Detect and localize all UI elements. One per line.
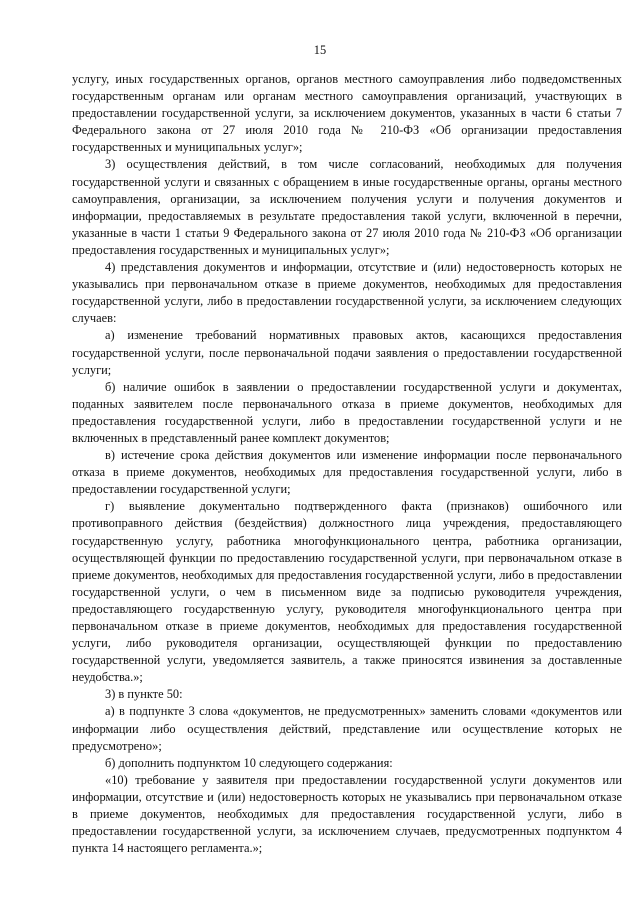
paragraph-amendment-b: б) дополнить подпунктом 10 следующего содержания: — [105, 755, 393, 770]
document-body — [72, 71, 622, 857]
paragraph-subitem-g: г) выявление документально подтвержденного факта (признаков) ошибочного или противоправного действия (бездействия) должностного лица учреждения, предоставляющего государственную услугу, работника многофункционального центра, работника организации, осуществляющей функции по предоставлению государственной услуги, при первоначальном отказе в приеме документов, необходимых для предоставления государственной услуги, либо в предоставлении государственной услуги, о чем в письменном виде за подписью руководителя учреждения, предоставляющего государственную услугу, руководителя многофункционального центра при первоначальном отказе в приеме документов, необходимых для предоставления государственной услуги, либо руководителя организации, осуществляющей функции по предоставлению государственной услуги, уведомляется заявитель, а также приносятся извинения за доставленные неудобства.»; — [72, 499, 622, 685]
paragraph-amendment-a: а) в подпункте 3 слова «документов, не предусмотренных» заменить словами «документов или информации либо осуществления действий, представление или осуществление которых не предусмотрено»; — [72, 704, 622, 753]
paragraph-amendment-3: 3) в пункте 50: — [105, 687, 183, 702]
paragraph-item-4: 4) представления документов и информации, отсутствие и (или) недостоверность которых не указывались при первоначальном отказе в приеме документов, необходимых для предоставления государственной услуги, либо в предоставлении государственной услуги, за исключением следующих случаев: — [72, 260, 622, 326]
paragraph-subitem-b: б) наличие ошибок в заявлении о предоставлении государственной услуги и документах, поданных заявителем после первоначального отказа в приеме документов, необходимых для предоставления государственной услуги, либо в предоставлении государственной услуги и не включенных в представленный ранее комплект документов; — [72, 379, 622, 445]
paragraph-new-item-10: «10) требование у заявителя при предоставлении государственной услуги документов или информации, отсутствие и (или) недостоверность которых не указывались при первоначальном отказе в приеме документов, необходимых для предоставления государственной услуги, либо в предоставлении государственной услуги, за исключением случаев, предусмотренных подпунктом 4 пункта 14 настоящего регламента.»; — [72, 772, 622, 856]
page-number: 15 — [313, 43, 327, 57]
paragraph-subitem-v: в) истечение срока действия документов или изменение информации после первоначального отказа в приеме документов, необходимых для предоставления государственной услуги, либо в предоставлении государственной услуги; — [72, 448, 622, 497]
paragraph-continuation: услугу, иных государственных органов, органов местного самоуправления либо подведомственных государственным органам или органам местного самоуправления организаций, участвующих в предоставлении государственной услуги, за исключением документов, указанных в части 6 статьи 7 Федерального закона от 27 июля 2010 года № 210-ФЗ «Об организации предоставления государственных и муниципальных услуг»; — [72, 72, 622, 155]
paragraph-subitem-a: а) изменение требований нормативных правовых актов, касающихся предоставления государственной услуги, после первоначальной подачи заявления о предоставлении государственной услуги; — [72, 328, 622, 377]
paragraph-item-3: 3) осуществления действий, в том числе согласований, необходимых для получения государственной услуги и связанных с обращением в иные государственные органы, органы местного самоуправления, организации, за исключением получения услуги и получения документов и информации, предоставляемых в результате предоставления такой услуги, включенной в перечни, указанные в части 1 статьи 9 Федерального закона от 27 июля 2010 года № 210-ФЗ «Об организации предоставления государственных и муниципальных услуг»; — [72, 157, 622, 257]
